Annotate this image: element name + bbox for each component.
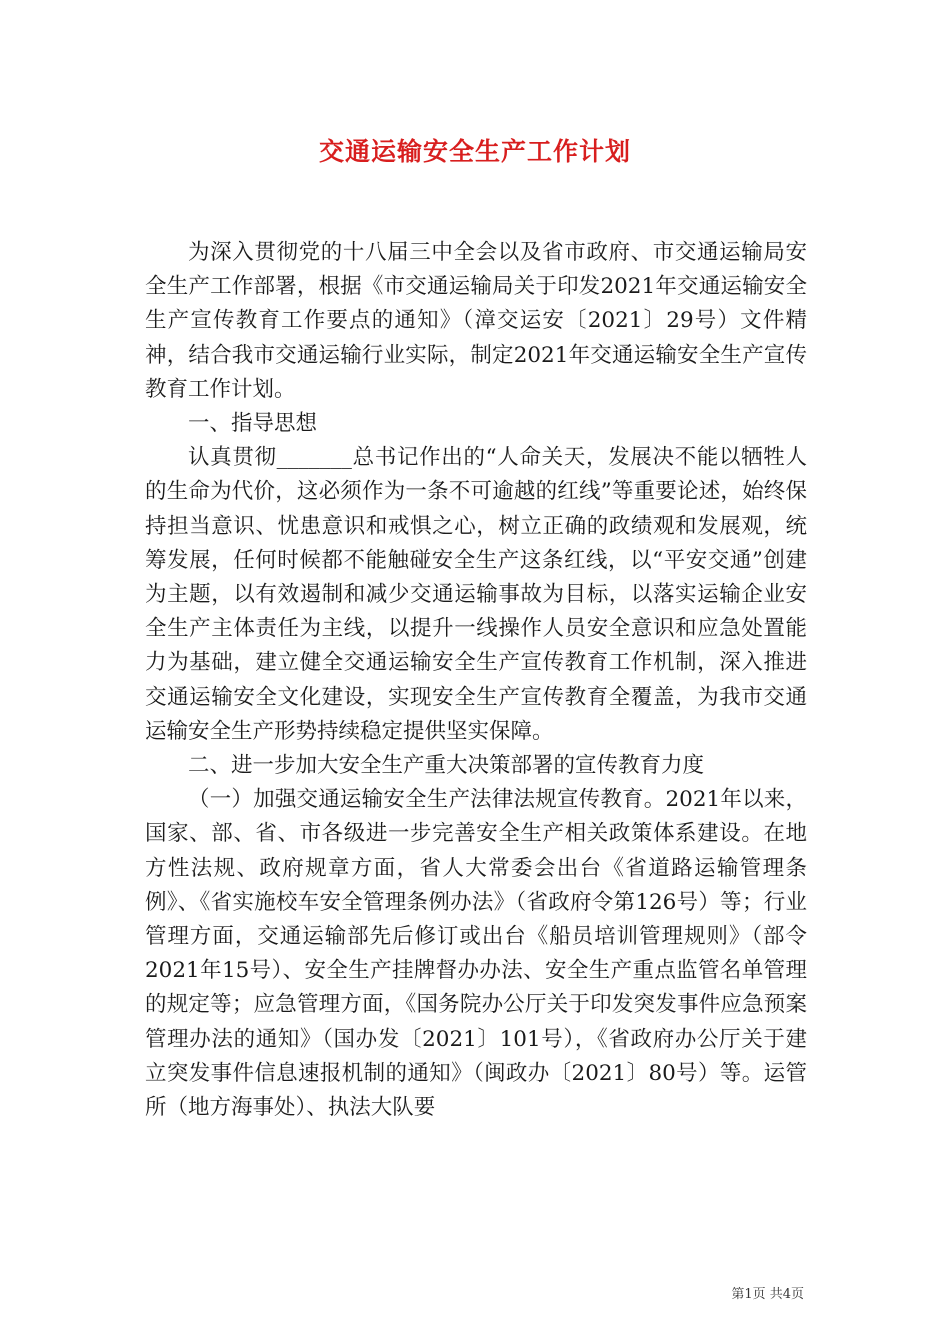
document-body xyxy=(145,236,807,1125)
laws-regulations-paragraph: （一）加强交通运输安全生产法律法规宣传教育。2021年以来，国家、部、省、市各级进一步完善安全生产相关政策体系建设。在地方性法规、政府规章方面，省人大常委会出台《省道路运输管理条例》、《省实施校车安全管理条例办法》（省政府令第126号）等；行业管理方面，交通运输部先后修订或出台《船员培训管理规则》（部令2021年15号）、安全生产挂牌督办办法、安全生产重点监管名单管理的规定等；应急管理方面，《国务院办公厅关于印发突发事件应急预案管理办法的通知》（国办发〔2021〕101号），《省政府办公厅关于建立突发事件信息速报机制的通知》（闽政办〔2021〕80号）等。运管所（地方海事处）、执法大队要 xyxy=(145,787,807,1121)
document-title: 交通运输安全生产工作计划 xyxy=(318,137,631,166)
page-number-footer: 第1页 共4页 xyxy=(731,1287,804,1302)
intro-paragraph: 为深入贯彻党的十八届三中全会以及省市政府、市交通运输局安全生产工作部署，根据《市交通运输局关于印发2021年交通运输安全生产宣传教育工作要点的通知》（漳交运安〔2021〕29号）文件精神，结合我市交通运输行业实际，制定2021年交通运输安全生产宣传教育工作计划。 xyxy=(145,240,807,402)
guiding-ideology-paragraph: 认真贯彻_______总书记作出的“人命关天，发展决不能以牺牲人的生命为代价，这必须作为一条不可逾越的红线”等重要论述，始终保持担当意识、忧患意识和戒惧之心，树立正确的政绩观和发展观，统筹发展，任何时候都不能触碰安全生产这条红线，以“平安交通”创建为主题，以有效遏制和减少交通运输事故为目标，以落实运输企业安全生产主体责任为主线，以提升一线操作人员安全意识和应急处置能力为基础，建立健全交通运输安全生产宣传教育工作机制，深入推进交通运输安全文化建设，实现安全生产宣传教育全覆盖，为我市交通运输安全生产形势持续稳定提供坚实保障。 xyxy=(145,445,807,744)
section-heading-publicity: 二、进一步加大安全生产重大决策部署的宣传教育力度 xyxy=(188,753,705,779)
section-heading-guiding-ideology: 一、指导思想 xyxy=(188,411,318,437)
